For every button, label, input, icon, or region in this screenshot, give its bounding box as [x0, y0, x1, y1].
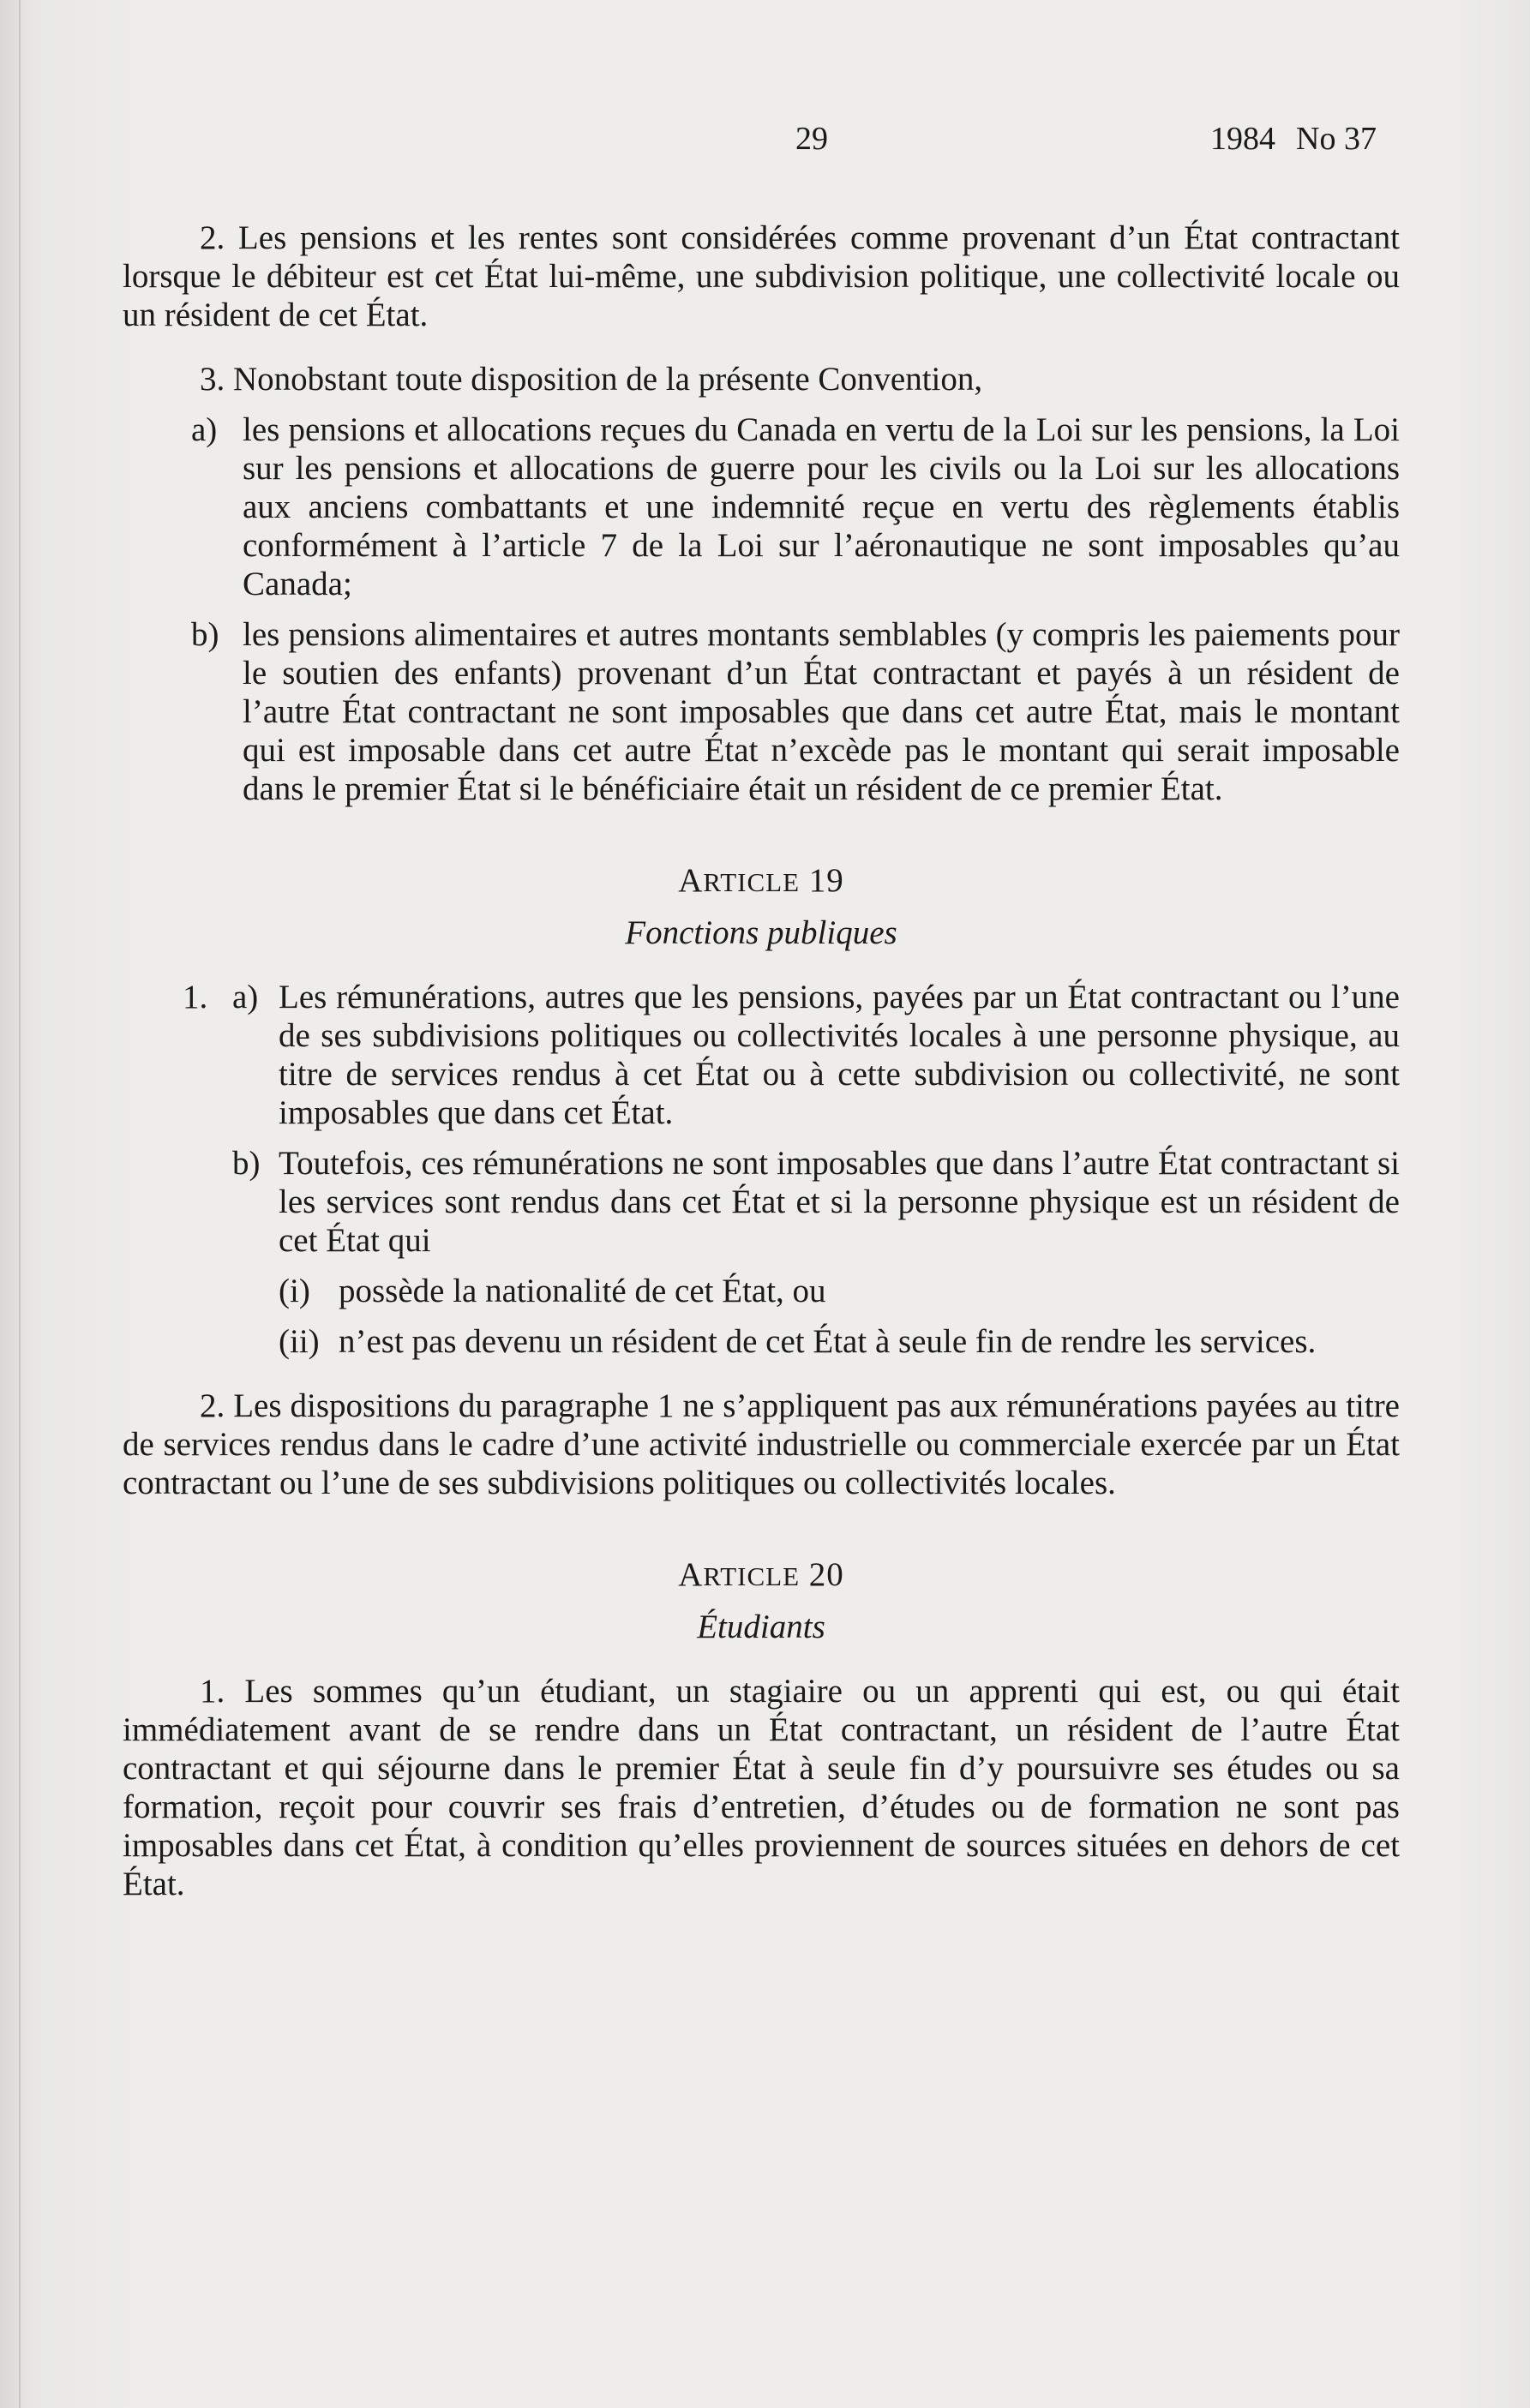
issue-info: [1210, 120, 1377, 158]
item-text: Les rémunérations, autres que les pensions, payées par un État contractant ou l’une de ses subdivisions politiques ou collectivités locales à une personne physique, au titre de services rendus à cet État ou à cette subdivision ou collectivité, ne sont imposables que dans cet État.: [279, 979, 1400, 1131]
item-text: possède la nationalité de cet État, ou: [339, 1273, 826, 1309]
item-label: (i): [279, 1273, 310, 1309]
article-19-title: Fonctions publiques: [625, 914, 897, 951]
item-label: (ii): [279, 1323, 320, 1360]
para-number: 1.: [183, 979, 208, 1015]
page-edge: [19, 0, 21, 2408]
paragraph-3a: [123, 410, 1400, 603]
article-19-para-1b-i: [123, 1272, 1400, 1310]
item-label: a): [191, 411, 218, 448]
article-19-para-1b-ii: [123, 1322, 1400, 1361]
article-20-title: Étudiants: [697, 1608, 825, 1645]
item-label: a): [232, 979, 259, 1015]
issue-number: No 37: [1296, 121, 1377, 157]
item-label: b): [191, 616, 219, 653]
article-20-para-1: 1. Les sommes qu’un étudiant, un stagiaire ou un apprenti qui est, ou qui était immédiatement avant de se rendre dans un État contractant, un résident de l’autre État contractant et qui séjourne dans le premier État à seule fin d’y poursuivre ses études ou sa formation, reçoit pour couvrir ses frais d’entretien, d’études ou de formation ne sont pas imposables dans cet État, à condition qu’elles proviennent de sources situées en dehors de cet État.: [123, 1673, 1400, 1902]
item-text: les pensions et allocations reçues du Canada en vertu de la Loi sur les pensions, la Loi sur les pensions et allocations de guerre pour les civils ou la Loi sur les allocations aux anciens combattants et une indemnité reçue en vertu des règlements établis conformément à l’article 7 de la Loi sur l’aéronautique ne sont imposables qu’au Canada;: [243, 411, 1400, 602]
item-text: n’est pas devenu un résident de cet État à seule fin de rendre les services.: [339, 1323, 1317, 1360]
page-number: 29: [795, 121, 828, 157]
document-body: [123, 219, 1400, 1903]
item-text: Toutefois, ces rémunérations ne sont imposables que dans l’autre État contractant si les services sont rendus dans cet État et si la personne physique est un résident de cet État qui: [279, 1145, 1400, 1259]
article-19-heading: ARTICLE 19: [678, 862, 844, 899]
page-header: [0, 120, 1530, 163]
article-20-heading: ARTICLE 20: [678, 1556, 844, 1593]
article-19-para-1a: [123, 978, 1400, 1132]
item-label: b): [232, 1145, 261, 1182]
paragraph-3: 3. Nonobstant toute disposition de la présente Convention,: [200, 361, 983, 398]
article-19-para-2: 2. Les dispositions du paragraphe 1 ne s’appliquent pas aux rémunérations payées au titre de services rendus dans le cadre d’une activité industrielle ou commerciale exercée par un État contractant ou l’une de ses subdivisions politiques ou collectivités locales.: [123, 1387, 1400, 1501]
item-text: les pensions alimentaires et autres montants semblables (y compris les paiements pour le soutien des enfants) provenant d’un État contractant et payés à un résident de l’autre État contractant ne sont imposables que dans cet autre État, mais le montant qui est imposable dans cet autre État n’excède pas le montant qui serait imposable dans le premier État si le bénéficiaire était un résident de ce premier État.: [243, 616, 1400, 807]
year: 1984: [1210, 121, 1275, 157]
paragraph-2: 2. Les pensions et les rentes sont considérées comme provenant d’un État contractant lorsque le débiteur est cet État lui-même, une subdivision politique, une collectivité locale ou un résident de cet État.: [123, 219, 1400, 333]
paragraph-3b: [123, 615, 1400, 808]
article-19-para-1b: [123, 1144, 1400, 1260]
